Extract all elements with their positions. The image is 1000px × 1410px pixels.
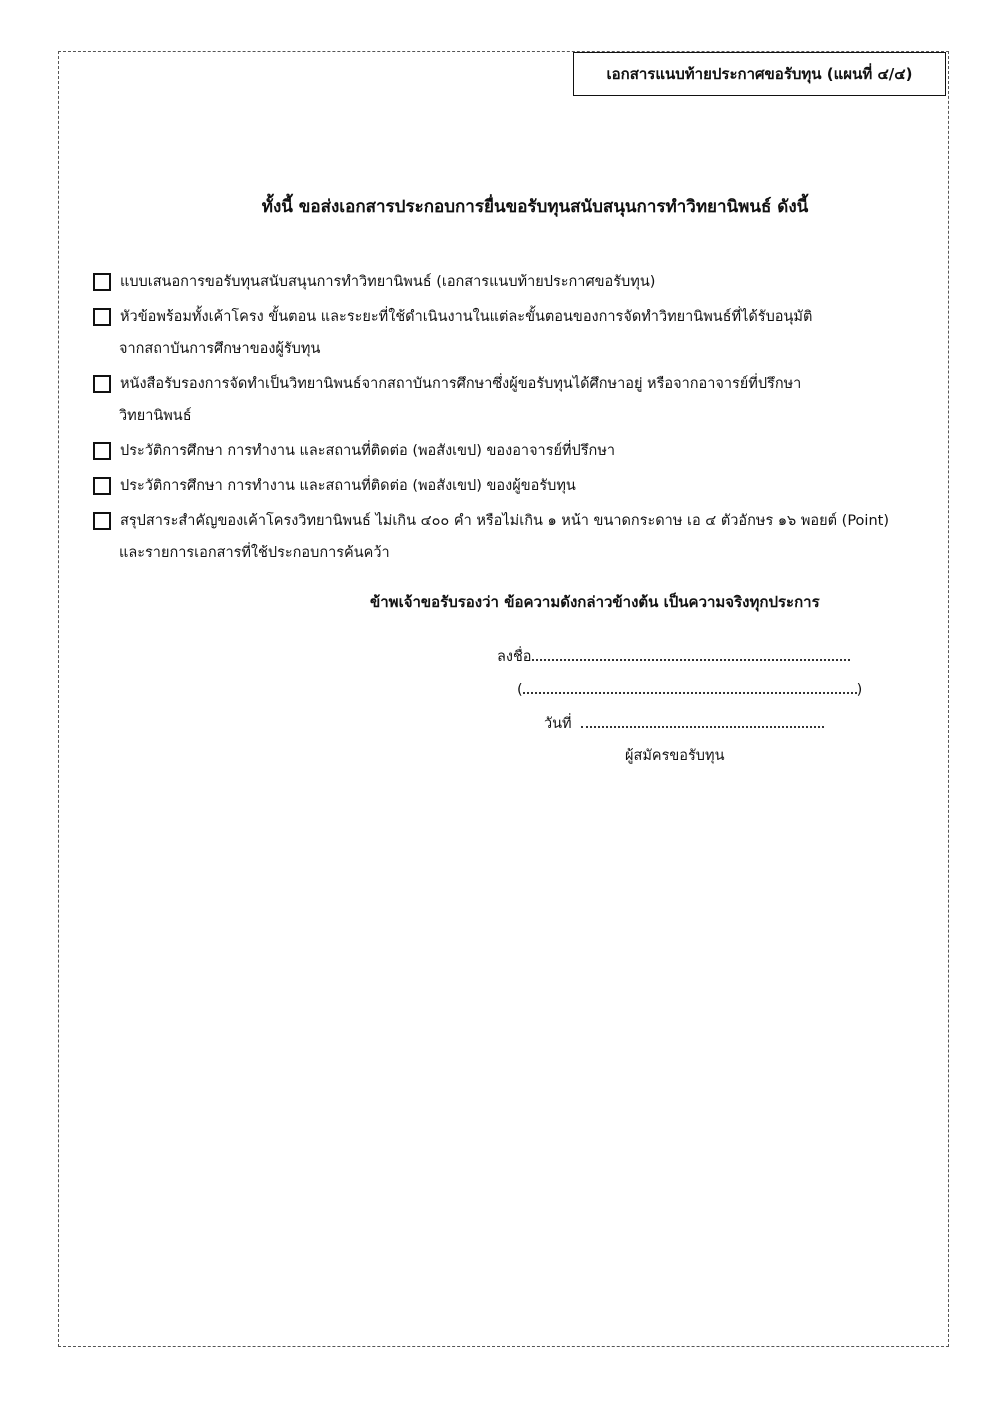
checkbox[interactable]: [93, 512, 111, 530]
date-label: วันที่: [544, 716, 572, 732]
checklist-item-text: [120, 505, 913, 569]
document-checklist: [93, 266, 913, 572]
applicant-role-label: ผู้สมัครขอรับทุน: [625, 748, 725, 764]
checklist-item: [93, 368, 913, 432]
paren-close: ): [856, 682, 863, 698]
printed-name-line: [517, 678, 862, 698]
checklist-item-line: แบบเสนอการขอรับทุนสนับสนุนการทำวิทยานิพนธ์ (เอกสารแนบท้ายประกาศขอรับทุน): [120, 274, 656, 290]
sign-label: ลงชื่อ: [497, 649, 532, 665]
page-border: [58, 51, 949, 1347]
date-line: [544, 712, 824, 735]
checkbox[interactable]: [93, 477, 111, 495]
checklist-item-line: และรายการเอกสารที่ใช้ประกอบการค้นคว้า: [119, 545, 390, 561]
printed-name-field[interactable]: [523, 678, 857, 694]
checklist-item-line: ประวัติการศึกษา การทำงาน และสถานที่ติดต่อ (พอสังเขป) ของผู้ขอรับทุน: [120, 478, 576, 494]
checklist-item-line: หัวข้อพร้อมทั้งเค้าโครง ขั้นตอน และระยะที่ใช้ดำเนินงานในแต่ละขั้นตอนของการจัดทำวิทยานิพนธ์ที่ได้รับอนุมัติ: [120, 309, 813, 325]
checklist-item-line: สรุปสาระสำคัญของเค้าโครงวิทยานิพนธ์ ไม่เกิน ๔๐๐ คำ หรือไม่เกิน ๑ หน้า ขนาดกระดาษ เอ ๔ ตัวอักษร ๑๖ พอยต์ (Point): [120, 513, 889, 529]
checklist-item: [93, 301, 913, 365]
document-title: ทั้งนี้ ขอส่งเอกสารประกอบการยื่นขอรับทุนสนับสนุนการทำวิทยานิพนธ์ ดังนี้: [261, 197, 809, 217]
checklist-item-text: [120, 470, 913, 502]
annex-label-box: [573, 52, 946, 96]
checklist-item-text: [120, 266, 913, 298]
checklist-item-text: [120, 435, 913, 467]
checklist-item-line: วิทยานิพนธ์: [119, 408, 192, 424]
date-field[interactable]: [581, 712, 824, 728]
checkbox[interactable]: [93, 442, 111, 460]
certification-statement: ข้าพเจ้าขอรับรองว่า ข้อความดังกล่าวข้างต้น เป็นความจริงทุกประการ: [370, 593, 820, 611]
checkbox[interactable]: [93, 308, 111, 326]
checklist-item-text: [120, 368, 913, 432]
annex-label: เอกสารแนบท้ายประกาศขอรับทุน (แผนที่ ๔/๔): [606, 65, 913, 83]
checklist-item: [93, 505, 913, 569]
checkbox[interactable]: [93, 375, 111, 393]
signature-field[interactable]: [532, 645, 850, 661]
checklist-item: [93, 470, 913, 502]
checkbox[interactable]: [93, 273, 111, 291]
paren-open: (: [517, 682, 523, 698]
checklist-item: [93, 266, 913, 298]
checklist-item-text: [120, 301, 913, 365]
checklist-item-line: หนังสือรับรองการจัดทำเป็นวิทยานิพนธ์จากสถาบันการศึกษาซึ่งผู้ขอรับทุนได้ศึกษาอยู่ หรือจากอาจารย์ที่ปรึกษา: [120, 376, 802, 392]
checklist-item: [93, 435, 913, 467]
checklist-item-line: ประวัติการศึกษา การทำงาน และสถานที่ติดต่อ (พอสังเขป) ของอาจารย์ที่ปรึกษา: [120, 443, 616, 459]
checklist-item-line: จากสถาบันการศึกษาของผู้รับทุน: [119, 341, 321, 357]
signature-line: [497, 645, 850, 668]
